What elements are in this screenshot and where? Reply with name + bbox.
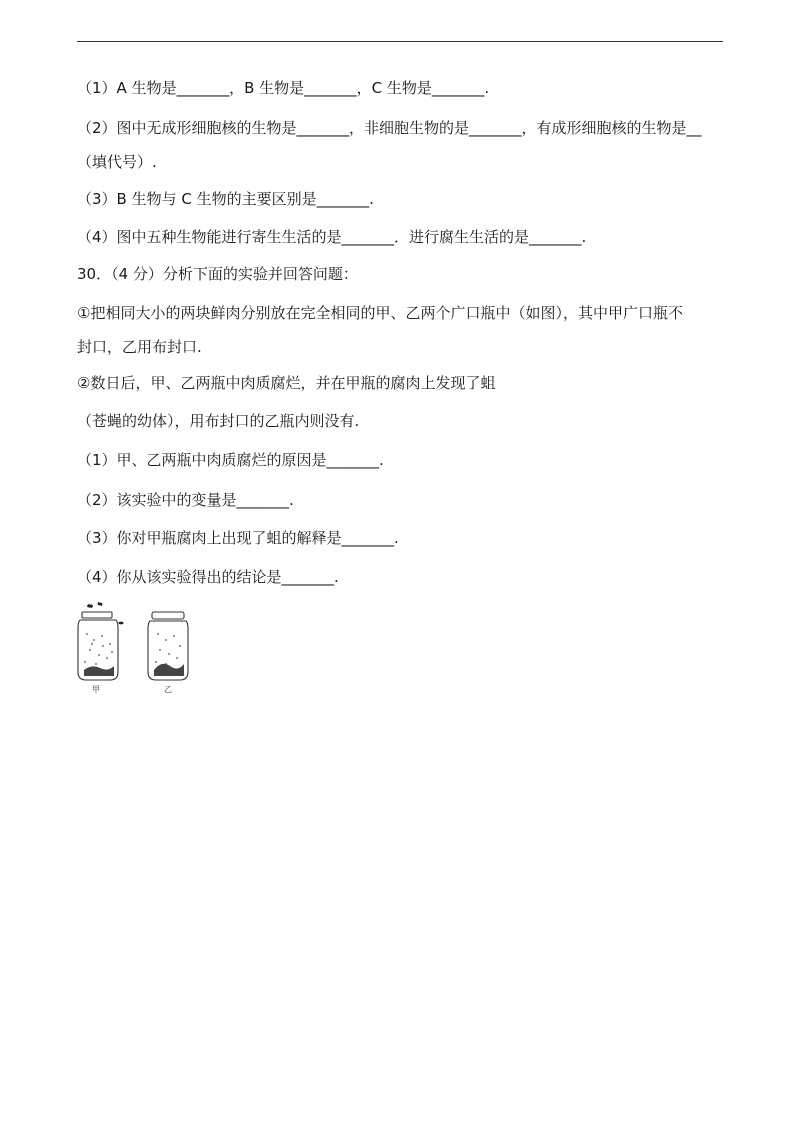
- q30-part4-line: （4）你从该实验得出的结论是_______.: [77, 568, 339, 586]
- jar-b-contents: [154, 633, 184, 676]
- jar-a-contents: [84, 633, 114, 676]
- q30-part2-line: （2）该实验中的变量是_______.: [77, 491, 294, 509]
- q29-part1-line: （1）A 生物是_______，B 生物是_______，C 生物是_______.: [77, 79, 490, 97]
- jar-a-label: 甲: [92, 685, 100, 694]
- jar-b-label: 乙: [164, 685, 172, 694]
- fly-icons: [87, 602, 124, 624]
- q30-step1-continued: 封口，乙用布封口.: [77, 338, 202, 356]
- q29-part4-line: （4）图中五种生物能进行寄生生活的是_______．进行腐生生活的是_______.: [77, 228, 587, 246]
- q30-title: 30．（4 分）分析下面的实验并回答问题：: [77, 265, 358, 283]
- q29-part2-line: （2）图中无成形细胞核的生物是_______，非细胞生物的是_______，有成形细胞核的生物是__: [77, 119, 702, 137]
- q29-part3-line: （3）B 生物与 C 生物的主要区别是_______.: [77, 190, 374, 208]
- q30-step1-line: ①把相同大小的两块鲜肉分别放在完全相同的甲、乙两个广口瓶中（如图），其中甲广口瓶不: [77, 304, 683, 322]
- jar-experiment-figure: [72, 600, 202, 700]
- q30-step2-line: ②数日后，甲、乙两瓶中肉质腐烂，并在甲瓶的腐肉上发现了蛆: [77, 374, 496, 392]
- q30-part1-line: （1）甲、乙两瓶中肉质腐烂的原因是_______.: [77, 451, 384, 469]
- q29-part2-continued: （填代号）.: [77, 153, 157, 171]
- header-rule: [77, 41, 723, 42]
- q30-step2-continued: （苍蝇的幼体），用布封口的乙瓶内则没有.: [77, 412, 360, 430]
- q30-part3-line: （3）你对甲瓶腐肉上出现了蛆的解释是_______.: [77, 529, 399, 547]
